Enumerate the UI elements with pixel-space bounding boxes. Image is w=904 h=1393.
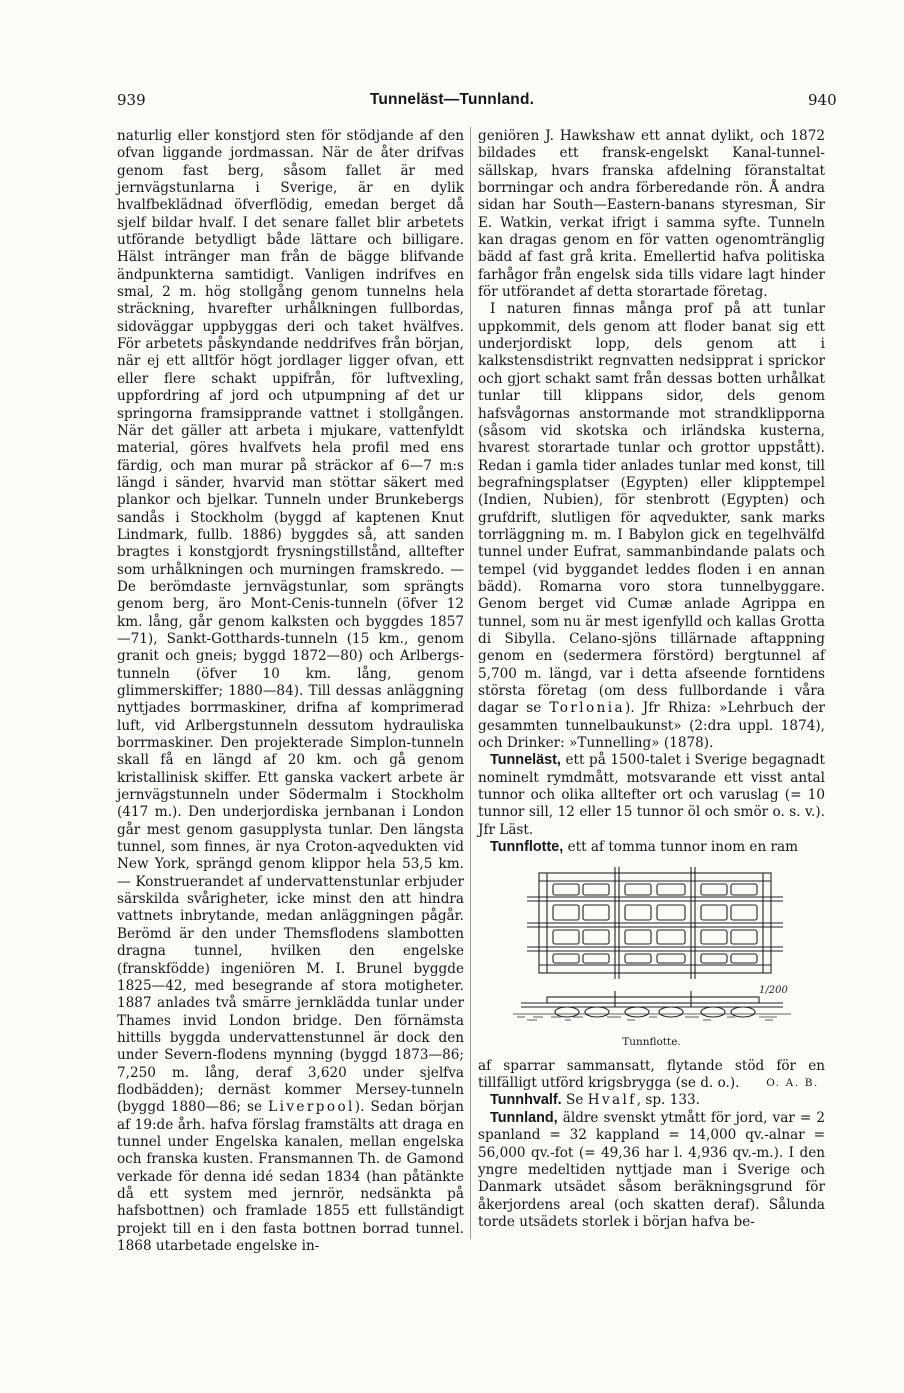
- dictionary-entry: Tunnflotte, ett af tomma tunnor inom en ram: [490, 839, 799, 856]
- figure-scale: 1/200: [758, 985, 788, 997]
- dictionary-entry: Tunnhvalf. Se Hvalf, sp. 133.: [490, 1092, 700, 1109]
- cross-reference: Torlonia: [549, 700, 626, 717]
- page-number-left: 939: [117, 91, 146, 109]
- headword: Tunneläst,: [490, 752, 561, 769]
- dictionary-entry-continuation: af sparrar sammansatt, flytande stöd för en tillfälligt utförd krigsbrygga (se d. o.). O. A. B.: [478, 1057, 825, 1092]
- page-header: [0, 91, 904, 117]
- figure-tunnflotte: [478, 863, 825, 1051]
- dictionary-entry: Tunnland, äldre svenskt ytmått för jord, var = 2 spanland = 32 kappland = 14,000 qv.-alnar = 56,000 qv.-fot (= 49,36 har l. 4,936 qv.-m.). I den yngre medeltiden nyttjade man i Sverige och Danmark utsädet såsom beräkningsgrund för åkerjordens areal (och skatten deraf). Sålunda torde utsädets storlek i början hafva be-: [478, 1109, 825, 1230]
- cross-reference: Liverpool: [268, 1099, 355, 1116]
- cross-reference: Hvalf: [587, 1092, 637, 1109]
- article-text-left: naturlig eller konstjord sten för stödjande af den ofvan liggande jordmassan. När de åter drifvas genom fast berg, såsom fallet är med jernvägstunlarna i Sverige, är en dylik hvalfbeklädnad öfverflödig, emedan berget då sjelf bildar hvalf. I det senare fallet blir arbetets utförande betydligt både lättare och billigare. Hälst intränger man från de bägge blifvande ändpunkterna samtidigt. Vanligen indrifves en smal, 2 m. hög stollgång genom tunnelns hela sträckning, hvarefter urhålkningen fullbordas, sidoväggar uppbyggas deri och taket hvälfves. För arbetets påskyndande neddrifves från början, när ej ett alltför högt jordlager ligger ofvan, ett eller flere schakt uppifrån, för luftvexling, uppfordring af jord och utpumpning af det ur springorna framsipprande vattnet i stollgången. När det gäller att arbeta i mjukare, vattenfyldt material, göres hvalfvets hela profil med ens färdig, och man murar på sträckor af 6—7 m:s längd i sänder, hvarvid man stöttar säkert med plankor och bjelkar. Tunneln under Brunkebergs sandås i Stockholm (byggd af kaptenen Knut Lindmark, fullb. 1886) byggdes så, att sanden bragtes i konstgjordt frysningstillstånd, alltefter som urhålkningen och murningen framskredo. — De berömdaste jernvägstunlar, som sprängts genom berg, äro Mont-Cenis-tunneln (öfver 12 km. lång, går genom kalksten och byggdes 1857—71), Sankt-Gotthards-tunneln (15 km., genom granit och gneis; byggd 1872—80) och Arlbergs-tunneln (öfver 10 km. lång, genom glimmerskiffer; 1880—84). Till dessas anläggning nyttjades borrmaskiner, drifna af komprimerad luft, vid Arlbergstunneln dessutom hydrauliska borrmaskiner. Den projekterade Simplon-tunneln skall få en längd af 20 km. och gå genom kristallinisk skiffer. Ett ganska vackert arbete är jernvägstunneln under Södermalm i Stockholm (417 m.). Den underjordiska jernbanan i London går mest genom gasupplysta tunlar. Den längsta tunnel, som finnes, är nya Croton-aqvedukten vid New York, sprängd genom klippor hela 53,5 km. — Konstruerandet af undervattenstunlar erbjuder särskilda svårigheter, icke minst den att hindra vattnets inbrytande, medan anläggningen pågår. Berömd är den under Themsflodens slambotten dragna tunnel, hvilken den engelske (franskfödde) ingeniören M. I. Brunel byggde 1825—42, med besegrande af stora motigheter. 1887 anlades två smärre jernklädda tunlar under Thames invid London bridge. Den förnämsta hittills byggda undervattenstunnel är dock den under Severn-flodens mynning (byggd 1873—86; 7,250 m. lång, deraf 3,620 under sjelfva flodbädden); dernäst kommer Mersey-tunneln (byggd 1880—86; se Liverpool). Sedan början af 19:de årh. hafva förslag framstälts att draga en tunnel under Engelska kanalen, mellan engelska och franska kusten. Fransmannen Th. de Gamond verkade för denna idé sedan 1834 (han påtänkte då ett system med jernrör, nedsänkta på hafsbottnen) och framlade 1855 ett fullständigt projekt till en i den fasta bottnen borrad tunnel. 1868 utarbetade engelske in-: [117, 128, 464, 1254]
- running-title: Tunneläst—Tunnland.: [369, 91, 535, 108]
- article-paragraph: geniören J. Hawkshaw ett annat dylikt, och 1872 bildades ett fransk-engelskt Kanal-tunnel-sällskap, hvars franska afdelning föranstaltat borrningar och andra förberedande rön. Å andra sidan har South—Eastern-banans styresman, Sir E. Watkin, verkat ifrigt i samma syfte. Tunneln kan dragas genom en för vatten ogenomtränglig bädd af fast grå krita. Emellertid hafva politiska farhågor från engelsk sida tills vidare lagt hinder för utförandet af detta storartade företag.: [478, 128, 825, 301]
- column-divider: [470, 127, 471, 1239]
- page-number-right: 940: [808, 91, 837, 109]
- headword: Tunnland,: [490, 1109, 558, 1126]
- barrel-raft-illustration: [507, 863, 797, 1031]
- article-paragraph: I naturen finnas många prof på att tunlar uppkommit, dels genom att floder banat sig ett underjordiskt lopp, dels genom att i kalkstensdistrikt regnvatten nedsipprat i sprickor och gjort schakt samt från dessas botten urhålkat tunlar till klippans sidor, dels genom hafsvågornas anstormande mot strandklipporna (såsom vid skotska och irländska kusterna, hvarest storartade tunlar och grottor uppstått). Redan i gamla tider anlades tunlar med konst, till begrafningsplatser (Egypten) eller klipptempel (Indien, Nubien), för stenbrott (Egypten) och grufdrift, slutligen för aqvedukter, sank marks torrläggning m. m. I Babylon gick en tegelhvälfd tunnel under Eufrat, sammanbindande palats och tempel (vid byggandet leddes floden i en annan bädd). Romarna voro stora tunnelbyggare. Genom berget vid Cumæ anlade Agrippa en tunnel, som nu är mest igenfylld och kallas Grotta di Sibylla. Celano-sjöns tillärnade aftappning genom en (sedermera förstörd) bergtunnel af 5,700 m. längd, var i detta afseende forntidens största företag (om dess fullbordande i våra dagar se Torlonia). Jfr Rhiza: »Lehrbuch der gesammten tunnelbaukunst» (2:dra uppl. 1874), och Drinker: »Tunnelling» (1878).: [478, 301, 825, 752]
- headword: Tunnhvalf.: [490, 1092, 562, 1109]
- author-signature: O. A. B.: [766, 1077, 819, 1090]
- left-column: [117, 128, 464, 1255]
- figure-caption: Tunnflotte.: [622, 1036, 681, 1049]
- dictionary-entry: Tunneläst, ett på 1500-talet i Sverige begagnadt nominelt rymdmått, motsvarande ett visst antal tunnor och olika alltefter ort och varuslag (= 10 tunnor sill, 12 eller 15 tunnor öl och smör o. s. v.). Jfr Läst.: [478, 752, 825, 838]
- right-column: [478, 128, 825, 1231]
- headword: Tunnflotte,: [490, 839, 564, 856]
